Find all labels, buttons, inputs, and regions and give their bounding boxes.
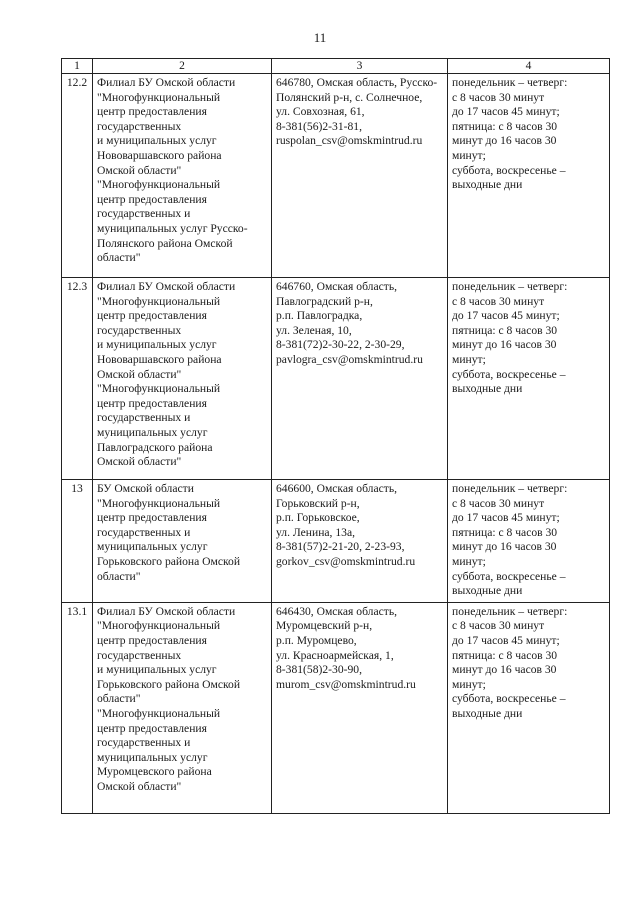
cell-line: до 17 часов 45 минут; <box>452 633 560 647</box>
cell-line: и муниципальных услуг <box>97 134 217 148</box>
cell-line: Омской области" <box>97 367 182 381</box>
cell-line: выходные дни <box>452 706 523 720</box>
organization-address <box>272 278 448 480</box>
organization-name <box>93 74 272 278</box>
working-hours <box>448 602 610 813</box>
cell-line: муниципальных услуг Русско- <box>97 221 248 235</box>
working-hours <box>448 74 610 278</box>
table-row <box>62 602 610 813</box>
cell-line: Филиал БУ Омской области <box>97 76 236 89</box>
cell-line: суббота, воскресенье – <box>452 163 566 177</box>
cell-line: и муниципальных услуг <box>97 663 217 677</box>
header-col-3: 3 <box>272 59 448 74</box>
cell-line: государственных и <box>97 736 191 750</box>
cell-line: области" <box>97 251 141 265</box>
cell-line: государственных <box>97 648 182 662</box>
cell-line: центр предоставления <box>97 633 207 647</box>
cell-line: 8-381(72)2-30-22, 2-30-29, <box>276 338 405 352</box>
cell-line: "Многофункциональный <box>97 496 221 510</box>
table-body <box>62 74 610 814</box>
cell-line: ул. Зеленая, 10, <box>276 323 352 337</box>
cell-line: Муромцевский р-н, <box>276 619 373 633</box>
cell-line: Полянский р-н, с. Солнечное, <box>276 90 423 104</box>
cell-line: "Многофункциональный <box>97 90 221 104</box>
organization-address <box>272 480 448 603</box>
cell-line: р.п. Муромцево, <box>276 633 357 647</box>
cell-line: суббота, воскресенье – <box>452 692 566 706</box>
cell-line: выходные дни <box>452 382 523 396</box>
cell-line: до 17 часов 45 минут; <box>452 511 560 525</box>
cell-line: murom_csv@omskmintrud.ru <box>276 677 416 691</box>
cell-line: "Многофункциональный <box>97 382 221 396</box>
cell-line: pavlogra_csv@omskmintrud.ru <box>276 352 423 366</box>
cell-line: Павлоградского района <box>97 440 213 454</box>
cell-line: Нововаршавского района <box>97 352 222 366</box>
cell-line: до 17 часов 45 минут; <box>452 105 560 119</box>
cell-line: государственных и <box>97 207 191 221</box>
header-row <box>62 59 610 74</box>
cell-line: понедельник – четверг: <box>452 280 568 293</box>
cell-line: с 8 часов 30 минут <box>452 619 545 633</box>
cell-line: понедельник – четверг: <box>452 604 568 618</box>
cell-line: 8-381(56)2-31-81, <box>276 119 362 133</box>
cell-line: понедельник – четверг: <box>452 482 568 495</box>
cell-line: р.п. Горьковское, <box>276 511 360 525</box>
cell-line: Павлоградский р-н, <box>276 294 373 308</box>
cell-line: пятница: с 8 часов 30 <box>452 119 558 133</box>
cell-line: 646430, Омская область, <box>276 604 398 618</box>
cell-line: минут до 16 часов 30 <box>452 134 557 148</box>
cell-line: выходные дни <box>452 178 523 192</box>
cell-line: центр предоставления <box>97 511 207 525</box>
table-header <box>62 59 610 74</box>
cell-line: муниципальных услуг <box>97 540 208 554</box>
table-row <box>62 278 610 480</box>
working-hours <box>448 480 610 603</box>
cell-line: ruspolan_csv@omskmintrud.ru <box>276 134 423 148</box>
organization-name <box>93 602 272 813</box>
cell-line: государственных и <box>97 411 191 425</box>
cell-line: с 8 часов 30 минут <box>452 90 545 104</box>
cell-line: минут; <box>452 352 486 366</box>
cell-line: ул. Ленина, 13а, <box>276 525 355 539</box>
cell-line: Омской области" <box>97 163 182 177</box>
cell-line: Горьковского района Омской <box>97 554 241 568</box>
header-col-4: 4 <box>448 59 610 74</box>
cell-line: и муниципальных услуг <box>97 338 217 352</box>
working-hours <box>448 278 610 480</box>
organization-address <box>272 602 448 813</box>
cell-line: Горьковский р-н, <box>276 496 360 510</box>
row-number: 13 <box>62 480 93 603</box>
cell-line: минут до 16 часов 30 <box>452 540 557 554</box>
cell-line: с 8 часов 30 минут <box>452 294 545 308</box>
cell-line: выходные дни <box>452 584 523 598</box>
header-col-2: 2 <box>93 59 272 74</box>
cell-line: БУ Омской области <box>97 482 194 495</box>
cell-line: Филиал БУ Омской области <box>97 280 236 293</box>
cell-line: пятница: с 8 часов 30 <box>452 323 558 337</box>
cell-line: Омской области" <box>97 779 182 793</box>
table-row <box>62 74 610 278</box>
cell-line: понедельник – четверг: <box>452 76 568 89</box>
cell-line: центр предоставления <box>97 309 207 323</box>
service-centers-table <box>61 58 610 814</box>
cell-line: центр предоставления <box>97 105 207 119</box>
cell-line: пятница: с 8 часов 30 <box>452 648 558 662</box>
cell-line: ул. Красноармейская, 1, <box>276 648 394 662</box>
organization-name <box>93 278 272 480</box>
cell-line: р.п. Павлоградка, <box>276 309 363 323</box>
cell-line: "Многофункциональный <box>97 706 221 720</box>
cell-line: центр предоставления <box>97 721 207 735</box>
cell-line: Филиал БУ Омской области <box>97 604 236 618</box>
header-col-1: 1 <box>62 59 93 74</box>
row-number: 12.2 <box>62 74 93 278</box>
page-number: 11 <box>313 30 327 45</box>
cell-line: государственных <box>97 323 182 337</box>
cell-line: Омской области" <box>97 455 182 469</box>
cell-line: Нововаршавского района <box>97 148 222 162</box>
cell-line: минут; <box>452 148 486 162</box>
cell-line: минут до 16 часов 30 <box>452 663 557 677</box>
cell-line: "Многофункциональный <box>97 619 221 633</box>
cell-line: государственных и <box>97 525 191 539</box>
cell-line: суббота, воскресенье – <box>452 569 566 583</box>
organization-address <box>272 74 448 278</box>
cell-line: Горьковского района Омской <box>97 677 241 691</box>
cell-line: области" <box>97 569 141 583</box>
cell-line: 646760, Омская область, <box>276 280 398 293</box>
cell-line: ул. Совхозная, 61, <box>276 105 365 119</box>
cell-line: "Многофункциональный <box>97 294 221 308</box>
cell-line: 646780, Омская область, Русско- <box>276 76 438 89</box>
cell-line: центр предоставления <box>97 192 207 206</box>
table-row <box>62 480 610 603</box>
cell-line: государственных <box>97 119 182 133</box>
cell-line: минут до 16 часов 30 <box>452 338 557 352</box>
cell-line: минут; <box>452 677 486 691</box>
cell-line: Муромцевского района <box>97 765 212 779</box>
cell-line: суббота, воскресенье – <box>452 367 566 381</box>
cell-line: до 17 часов 45 минут; <box>452 309 560 323</box>
cell-line: муниципальных услуг <box>97 425 208 439</box>
cell-line: центр предоставления <box>97 396 207 410</box>
row-number: 13.1 <box>62 602 93 813</box>
row-number: 12.3 <box>62 278 93 480</box>
cell-line: "Многофункциональный <box>97 178 221 192</box>
cell-line: 8-381(57)2-21-20, 2-23-93, <box>276 540 405 554</box>
cell-line: Полянского района Омской <box>97 236 233 250</box>
cell-line: с 8 часов 30 минут <box>452 496 545 510</box>
cell-line: муниципальных услуг <box>97 750 208 764</box>
cell-line: минут; <box>452 554 486 568</box>
cell-line: gorkov_csv@omskmintrud.ru <box>276 554 416 568</box>
cell-line: пятница: с 8 часов 30 <box>452 525 558 539</box>
cell-line: 646600, Омская область, <box>276 482 398 495</box>
organization-name <box>93 480 272 603</box>
cell-line: 8-381(58)2-30-90, <box>276 663 362 677</box>
cell-line: области" <box>97 692 141 706</box>
